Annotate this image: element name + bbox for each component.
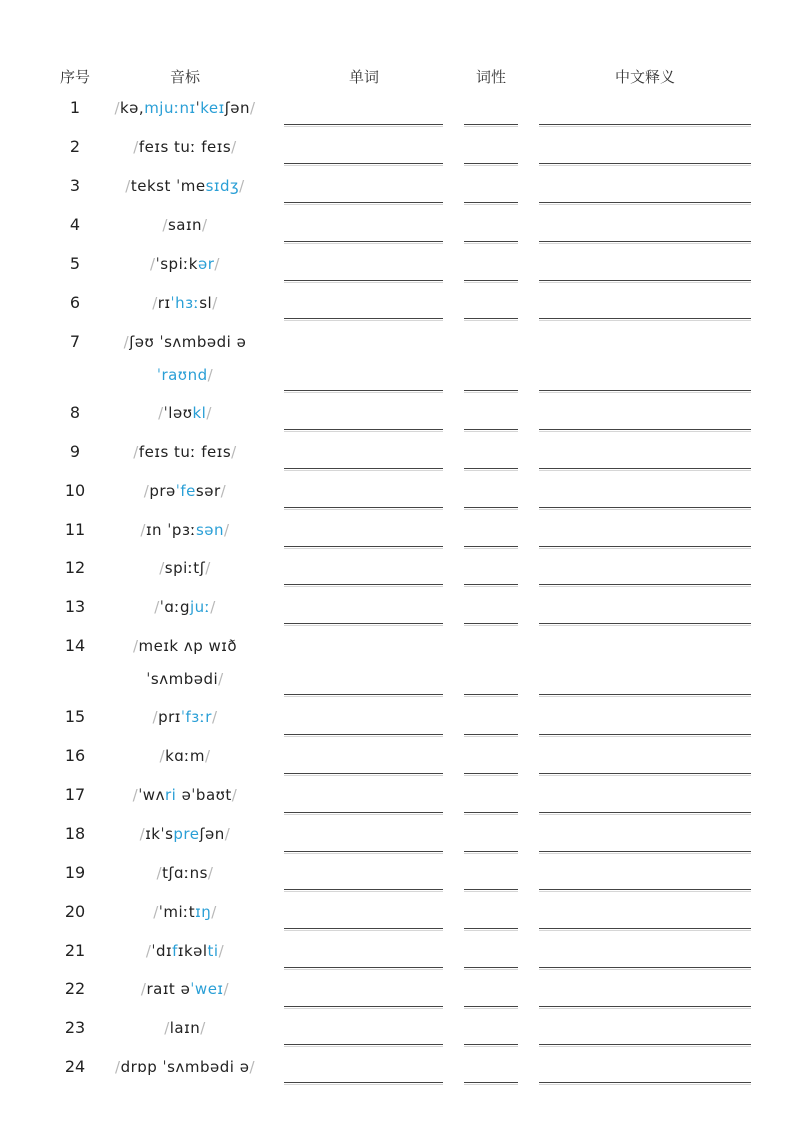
pos-answer-line[interactable] <box>464 1044 518 1045</box>
meaning-answer-line[interactable] <box>539 124 751 125</box>
row-number: 23 <box>64 1018 86 1037</box>
phonetic-transcription <box>110 740 260 773</box>
pos-answer-line[interactable] <box>464 202 518 203</box>
word-answer-line[interactable] <box>284 773 443 774</box>
slash-close: / <box>231 138 237 156</box>
row-number: 20 <box>64 902 86 921</box>
slash-open: / <box>145 942 152 960</box>
row-number: 8 <box>69 403 81 422</box>
pos-answer-line[interactable] <box>464 623 518 624</box>
row-number: 2 <box>69 137 81 156</box>
pos-answer-line[interactable] <box>464 429 518 430</box>
row-number: 5 <box>69 254 81 273</box>
phonetic-segment: ˈɑːg <box>159 598 190 616</box>
phonetic-stressed-segment: ri <box>164 786 177 804</box>
phonetic-stressed-segment: ər <box>197 255 215 273</box>
pos-answer-line[interactable] <box>464 318 518 319</box>
slash-close: / <box>231 786 238 804</box>
phonetic-stressed-segment: ti <box>207 942 219 960</box>
slash-open: / <box>164 1019 170 1037</box>
meaning-answer-line[interactable] <box>539 584 751 585</box>
phonetic-segment: ɪkəl <box>177 942 208 960</box>
slash-close: / <box>214 255 220 273</box>
slash-open: / <box>115 1058 121 1076</box>
slash-open: / <box>152 708 159 726</box>
phonetic-transcription <box>110 287 260 320</box>
slash-open: / <box>143 482 150 500</box>
phonetic-stressed-segment: mjuːnɪ <box>144 99 196 117</box>
pos-answer-line[interactable] <box>464 468 518 469</box>
word-answer-line[interactable] <box>284 1082 443 1083</box>
phonetic-transcription <box>110 935 260 968</box>
header-pos: 词性 <box>475 68 506 86</box>
meaning-answer-line[interactable] <box>539 202 751 203</box>
phonetic-stressed-segment: f <box>172 942 178 960</box>
meaning-answer-line[interactable] <box>539 280 751 281</box>
slash-close: / <box>212 294 218 312</box>
phonetic-transcription <box>110 779 260 812</box>
word-answer-line[interactable] <box>284 967 443 968</box>
row-number: 1 <box>69 98 81 117</box>
phonetic-transcription <box>110 170 260 203</box>
phonetic-transcription <box>110 92 260 125</box>
meaning-answer-line[interactable] <box>539 318 751 319</box>
pos-answer-line[interactable] <box>464 889 518 890</box>
meaning-answer-line[interactable] <box>539 734 751 735</box>
meaning-answer-line[interactable] <box>539 241 751 242</box>
phonetic-transcription <box>110 436 260 469</box>
phonetic-segment: drɒp ˈsʌmbədi ə <box>120 1058 250 1076</box>
row-number: 16 <box>64 746 86 765</box>
phonetic-transcription <box>110 397 260 430</box>
phonetic-segment: ʃəʊ ˈsʌmbədi ə <box>129 333 247 351</box>
pos-answer-line[interactable] <box>464 1006 518 1007</box>
slash-open: / <box>123 333 130 351</box>
header-phonetic: 音标 <box>169 68 200 86</box>
meaning-answer-line[interactable] <box>539 1082 751 1083</box>
phonetic-stressed-segment: keɪ <box>200 99 225 117</box>
word-answer-line[interactable] <box>284 812 443 813</box>
pos-answer-line[interactable] <box>464 163 518 164</box>
slash-open: / <box>114 99 120 117</box>
word-answer-line[interactable] <box>284 928 443 929</box>
meaning-answer-line[interactable] <box>539 1044 751 1045</box>
word-answer-line[interactable] <box>284 163 443 164</box>
phonetic-segment: əˈbaʊt <box>176 786 232 804</box>
phonetic-segment: prɪ <box>158 708 181 726</box>
row-number: 15 <box>64 707 86 726</box>
pos-answer-line[interactable] <box>464 241 518 242</box>
word-answer-line[interactable] <box>284 584 443 585</box>
word-answer-line[interactable] <box>284 546 443 547</box>
slash-open: / <box>132 637 139 655</box>
phonetic-stressed-segment: sɪdʒ <box>205 177 240 195</box>
word-answer-line[interactable] <box>284 468 443 469</box>
word-answer-line[interactable] <box>284 429 443 430</box>
phonetic-segment: feɪs tuː feɪs <box>138 138 232 156</box>
pos-answer-line[interactable] <box>464 734 518 735</box>
row-number: 11 <box>64 520 86 539</box>
meaning-answer-line[interactable] <box>539 468 751 469</box>
word-answer-line[interactable] <box>284 694 443 695</box>
phonetic-segment: prə <box>149 482 176 500</box>
slash-open: / <box>140 980 147 998</box>
slash-close: / <box>223 980 230 998</box>
phonetic-stressed-segment: ˈhɜː <box>170 294 200 312</box>
meaning-answer-line[interactable] <box>539 928 751 929</box>
phonetic-stressed-segment: ˈfe <box>175 482 196 500</box>
word-answer-line[interactable] <box>284 390 443 391</box>
slash-close: / <box>206 404 212 422</box>
row-number: 14 <box>64 636 86 655</box>
slash-open: / <box>150 255 156 273</box>
meaning-answer-line[interactable] <box>539 851 751 852</box>
pos-answer-line[interactable] <box>464 280 518 281</box>
phonetic-segment: ʃən <box>224 99 250 117</box>
phonetic-transcription <box>110 514 260 547</box>
row-number: 3 <box>69 176 81 195</box>
word-answer-line[interactable] <box>284 124 443 125</box>
slash-close: / <box>211 903 217 921</box>
phonetic-transcription <box>110 1051 260 1084</box>
slash-open: / <box>153 903 159 921</box>
table-header <box>0 66 800 88</box>
row-number: 9 <box>69 442 81 461</box>
phonetic-stressed-segment: ˈweɪ <box>190 980 224 998</box>
row-number: 10 <box>64 481 86 500</box>
word-answer-line[interactable] <box>284 241 443 242</box>
row-number: 13 <box>64 597 86 616</box>
header-word: 单词 <box>348 68 379 86</box>
phonetic-stressed-segment: pre <box>173 825 200 843</box>
slash-close: / <box>207 864 214 882</box>
phonetic-segment: kə, <box>120 99 145 117</box>
phonetic-stressed-segment: sən <box>195 521 225 539</box>
pos-answer-line[interactable] <box>464 812 518 813</box>
meaning-answer-line[interactable] <box>539 773 751 774</box>
meaning-answer-line[interactable] <box>539 429 751 430</box>
phonetic-transcription <box>110 131 260 164</box>
slash-open: / <box>139 825 146 843</box>
meaning-answer-line[interactable] <box>539 546 751 547</box>
word-answer-line[interactable] <box>284 734 443 735</box>
meaning-answer-line[interactable] <box>539 694 751 695</box>
phonetic-transcription <box>110 973 260 1006</box>
slash-close: / <box>249 99 256 117</box>
phonetic-stressed-segment: ɪŋ <box>195 903 212 921</box>
slash-open: / <box>162 216 168 234</box>
slash-close: / <box>218 670 224 688</box>
pos-answer-line[interactable] <box>464 584 518 585</box>
pos-answer-line[interactable] <box>464 1082 518 1083</box>
row-number: 18 <box>64 824 86 843</box>
phonetic-segment: rɪ <box>157 294 171 312</box>
phonetic-segment: ˈ <box>195 99 201 117</box>
word-answer-line[interactable] <box>284 318 443 319</box>
slash-close: / <box>249 1058 255 1076</box>
row-number: 7 <box>69 332 81 351</box>
phonetic-transcription <box>110 857 260 890</box>
slash-open: / <box>133 443 139 461</box>
phonetic-stressed-segment: juː <box>190 598 211 616</box>
slash-open: / <box>132 786 139 804</box>
meaning-answer-line[interactable] <box>539 163 751 164</box>
phonetic-segment: ˈwʌ <box>138 786 165 804</box>
slash-close: / <box>207 366 214 384</box>
meaning-answer-line[interactable] <box>539 623 751 624</box>
slash-close: / <box>205 559 211 577</box>
slash-close: / <box>239 177 245 195</box>
meaning-answer-line[interactable] <box>539 1006 751 1007</box>
row-number: 21 <box>64 941 86 960</box>
phonetic-stressed-segment: ˈraʊnd <box>156 366 208 384</box>
phonetic-segment: spiːtʃ <box>164 559 206 577</box>
phonetic-segment: laɪn <box>169 1019 201 1037</box>
phonetic-transcription <box>110 326 260 392</box>
slash-close: / <box>210 598 216 616</box>
phonetic-segment: tʃɑːns <box>162 864 208 882</box>
word-answer-line[interactable] <box>284 202 443 203</box>
slash-open: / <box>159 747 166 765</box>
slash-close: / <box>211 708 218 726</box>
header-number: 序号 <box>59 68 90 86</box>
phonetic-segment: sər <box>195 482 221 500</box>
row-number: 12 <box>64 558 86 577</box>
slash-open: / <box>152 294 158 312</box>
slash-open: / <box>159 559 165 577</box>
phonetic-segment: feɪs tuː feɪs <box>138 443 232 461</box>
phonetic-transcription <box>110 1012 260 1045</box>
word-answer-line[interactable] <box>284 1006 443 1007</box>
phonetic-segment: ʃən <box>199 825 225 843</box>
slash-close: / <box>200 1019 206 1037</box>
phonetic-segment: ɪn ˈpɜː <box>145 521 196 539</box>
phonetic-segment: ˈspiːk <box>155 255 198 273</box>
phonetic-transcription <box>110 630 260 696</box>
phonetic-segment: ˈmiːt <box>158 903 196 921</box>
pos-answer-line[interactable] <box>464 928 518 929</box>
slash-close: / <box>224 825 231 843</box>
word-answer-line[interactable] <box>284 889 443 890</box>
phonetic-transcription <box>110 591 260 624</box>
phonetic-transcription <box>110 248 260 281</box>
phonetic-segment: ˈləʊ <box>163 404 193 422</box>
header-meaning: 中文释义 <box>614 68 675 86</box>
meaning-answer-line[interactable] <box>539 390 751 391</box>
slash-close: / <box>220 482 227 500</box>
slash-close: / <box>224 521 230 539</box>
meaning-answer-line[interactable] <box>539 507 751 508</box>
slash-open: / <box>125 177 131 195</box>
pos-answer-line[interactable] <box>464 390 518 391</box>
pos-answer-line[interactable] <box>464 773 518 774</box>
row-number: 22 <box>64 979 86 998</box>
row-number: 19 <box>64 863 86 882</box>
pos-answer-line[interactable] <box>464 851 518 852</box>
phonetic-transcription <box>110 552 260 585</box>
word-answer-line[interactable] <box>284 623 443 624</box>
word-answer-line[interactable] <box>284 280 443 281</box>
phonetic-segment: saɪn <box>167 216 203 234</box>
word-answer-line[interactable] <box>284 1044 443 1045</box>
phonetic-segment: meɪk ʌp wɪð ˈsʌmbədi <box>138 637 238 688</box>
slash-open: / <box>133 138 139 156</box>
phonetic-transcription <box>110 209 260 242</box>
slash-close: / <box>204 747 211 765</box>
phonetic-transcription <box>110 701 260 734</box>
pos-answer-line[interactable] <box>464 124 518 125</box>
phonetic-stressed-segment: kl <box>192 404 207 422</box>
row-number: 17 <box>64 785 86 804</box>
phonetic-transcription <box>110 896 260 929</box>
slash-close: / <box>231 443 237 461</box>
pos-answer-line[interactable] <box>464 694 518 695</box>
row-number: 6 <box>69 293 81 312</box>
slash-open: / <box>154 598 160 616</box>
slash-open: / <box>156 864 163 882</box>
phonetic-stressed-segment: ˈfɜːr <box>180 708 212 726</box>
pos-answer-line[interactable] <box>464 967 518 968</box>
slash-close: / <box>218 942 225 960</box>
word-answer-line[interactable] <box>284 507 443 508</box>
phonetic-segment: ɪkˈs <box>145 825 174 843</box>
phonetic-transcription <box>110 818 260 851</box>
meaning-answer-line[interactable] <box>539 889 751 890</box>
row-number: 4 <box>69 215 81 234</box>
phonetic-segment: tekst ˈme <box>130 177 206 195</box>
phonetic-segment: sl <box>199 294 213 312</box>
phonetic-segment: kɑːm <box>165 747 205 765</box>
meaning-answer-line[interactable] <box>539 812 751 813</box>
pos-answer-line[interactable] <box>464 546 518 547</box>
phonetic-segment: raɪt ə <box>146 980 191 998</box>
meaning-answer-line[interactable] <box>539 967 751 968</box>
phonetic-transcription <box>110 475 260 508</box>
slash-close: / <box>202 216 208 234</box>
pos-answer-line[interactable] <box>464 507 518 508</box>
row-number: 24 <box>64 1057 86 1076</box>
slash-open: / <box>158 404 164 422</box>
word-answer-line[interactable] <box>284 851 443 852</box>
phonetic-segment: ˈdɪ <box>151 942 173 960</box>
slash-open: / <box>140 521 146 539</box>
